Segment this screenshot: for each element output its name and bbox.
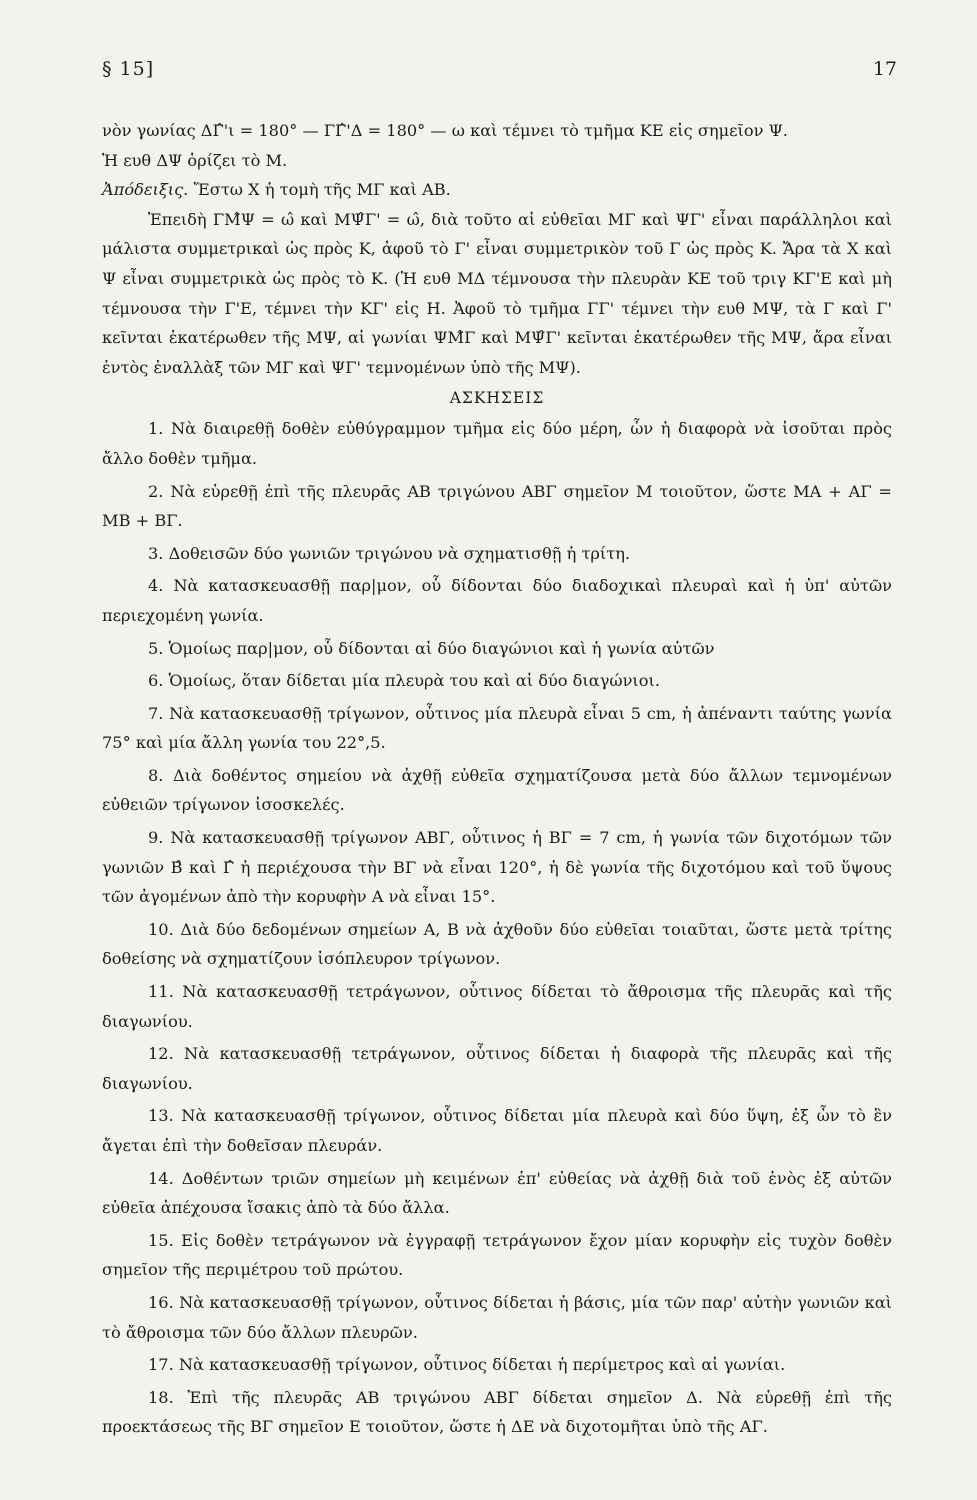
exercise-item: 16. Νὰ κατασκευασθῇ τρίγωνον, οὗτινος δίδεται ἡ βάσις, μία τῶν παρ' αὐτὴν γωνιῶν καὶ τὸ ἄθροισμα τῶν δύο ἄλλων πλευρῶν. <box>102 1292 892 1342</box>
intro-line-2: Ἡ ευθ ΔΨ ὁρίζει τὸ Μ. <box>102 150 288 170</box>
exercise-item: 14. Δοθέντων τριῶν σημείων μὴ κειμένων ἐπ' εὐθείας νὰ ἀχθῇ διὰ τοῦ ἑνὸς ἐξ αὐτῶν εὐθεῖα ἀπέχουσα ἴσακις ἀπὸ τὰ δύο ἄλλα. <box>102 1168 892 1218</box>
exercise-item: 11. Νὰ κατασκευασθῇ τετράγωνον, οὗτινος δίδεται τὸ ἄθροισμα τῆς πλευρᾶς καὶ τῆς διαγωνίου. <box>102 982 892 1031</box>
exercise-item: 13. Νὰ κατασκευασθῇ τρίγωνον, οὗτινος δίδεται μία πλευρὰ καὶ δύο ὕψη, ἐξ ὧν τὸ ἓν ἄγεται ἐπὶ τὴν δοθεῖσαν πλευράν. <box>102 1106 892 1155</box>
exercise-item: 5. Ὁμοίως παρ|μον, οὗ δίδονται αἱ δύο διαγώνιοι καὶ ἡ γωνία αὐτῶν <box>148 638 715 658</box>
proof-line <box>102 175 892 205</box>
exercise-item: 4. Νὰ κατασκευασθῇ παρ|μον, οὗ δίδονται δύο διαδοχικαὶ πλευραὶ καὶ ἡ ὑπ' αὐτῶν περιεχομένη γωνία. <box>102 576 892 625</box>
exercise-item: 1. Νὰ διαιρεθῇ δοθὲν εὐθύγραμμον τμῆμα εἰς δύο μέρη, ὧν ἡ διαφορὰ νὰ ἰσοῦται πρὸς ἄλλο δοθὲν τμῆμα. <box>102 419 892 468</box>
exercise-item: 2. Νὰ εὑρεθῇ ἐπὶ τῆς πλευρᾶς ΑΒ τριγώνου ΑΒΓ σημεῖον Μ τοιοῦτον, ὥστε ΜΑ + ΑΓ = ΜΒ + ΒΓ. <box>102 481 892 531</box>
exercise-item: 12. Νὰ κατασκευασθῇ τετράγωνον, οὗτινος δίδεται ἡ διαφορὰ τῆς πλευρᾶς καὶ τῆς διαγωνίου. <box>102 1044 892 1093</box>
exercise-item: 18. Ἐπὶ τῆς πλευρᾶς ΑΒ τριγώνου ΑΒΓ δίδεται σημεῖον Δ. Νὰ εὑρεθῇ ἐπὶ τῆς προεκτάσεως τῆς ΒΓ σημεῖον Ε τοιοῦτον, ὥστε ἡ ΔΕ νὰ διχοτομῆται ὑπὸ τῆς ΑΓ. <box>102 1387 892 1437</box>
exercise-item: 6. Ὁμοίως, ὅταν δίδεται μία πλευρὰ του καὶ αἱ δύο διαγώνιοι. <box>148 671 661 691</box>
exercise-item: 9. Νὰ κατασκευασθῇ τρίγωνον ΑΒΓ, οὗτινος ἡ ΒΓ = 7 cm, ἡ γωνία τῶν διχοτόμων τῶν γωνιῶν Β̂ καὶ Γ̂ ἡ περιέχουσα τὴν ΒΓ νὰ εἶναι 120°, ἡ δὲ γωνία τῆς διχοτόμου καὶ τοῦ ὕψους τῶν ἀγομένων ἀπὸ τὴν κορυφὴν Α νὰ εἶναι 15°. <box>102 828 892 907</box>
exercise-item: 7. Νὰ κατασκευασθῇ τρίγωνον, οὗτινος μία πλευρὰ εἶναι 5 cm, ἡ ἀπέναντι ταύτης γωνία 75° καὶ μία ἄλλη γωνία του 22°,5. <box>102 703 892 753</box>
exercise-item: 10. Διὰ δύο δεδομένων σημείων Α, Β νὰ ἀχθοῦν δύο εὐθεῖαι τοιαῦται, ὥστε μετὰ τρίτης δοθείσης νὰ σχηματίζουν ἰσόπλευρον τρίγωνον. <box>102 919 892 969</box>
proof-text: Ἔστω Χ ἡ τομὴ τῆς ΜΓ καὶ ΑΒ. <box>188 180 451 200</box>
exercise-item: 8. Διὰ δοθέντος σημείου νὰ ἀχθῇ εὐθεῖα σχηματίζουσα μετὰ δύο ἄλλων τεμνομένων εὐθειῶν τρίγωνον ἰσοσκελές. <box>102 765 892 815</box>
exercises-heading: ΑΣΚΗΣΕΙΣ <box>449 389 545 408</box>
intro-text <box>102 116 892 382</box>
exercise-item: 17. Νὰ κατασκευασθῇ τρίγωνον, οὗτινος δίδεται ἡ περίμετρος καὶ αἱ γωνίαι. <box>148 1355 786 1375</box>
exercise-list <box>102 414 892 1442</box>
proof-label: Ἀπόδειξις. <box>102 180 189 200</box>
exercise-item: 3. Δοθεισῶν δύο γωνιῶν τριγώνου νὰ σχηματισθῇ ἡ τρίτη. <box>148 543 631 563</box>
page-header <box>102 58 897 98</box>
page-number: 17 <box>872 58 897 80</box>
intro-line-1: νὸν γωνίας ΔΓ̂'ι = 180° — ΓΓ̂'Δ = 180° — ω καὶ τέμνει τὸ τμῆμα ΚΕ εἰς σημεῖον Ψ. <box>102 121 788 140</box>
proof-paragraph: Ἐπειδὴ ΓΜ̂Ψ = ω̂ καὶ ΜΨ̂Γ' = ω̂, διὰ τοῦτο αἱ εὐθεῖαι ΜΓ καὶ ΨΓ' εἶναι παράλληλοι καὶ μάλιστα συμμετρικαὶ ὡς πρὸς Κ, ἀφοῦ τὸ Γ' εἶναι συμμετρικὸν τοῦ Γ ὡς πρὸς Κ. Ἄρα τὰ Χ καὶ Ψ εἶναι συμμετρικὰ ὡς πρὸς τὸ Κ. (Ἡ ευθ ΜΔ τέμνουσα τὴν πλευρὰν ΚΕ τοῦ τριγ ΚΓ'Ε καὶ μὴ τέμνουσα τὴν Γ'Ε, τέμνει τὴν ΚΓ' εἰς Η. Ἀφοῦ τὸ τμῆμα ΓΓ' τέμνει τὴν ευθ ΜΨ, τὰ Γ καὶ Γ' κεῖνται ἑκατέρωθεν τῆς ΜΨ, αἱ γωνίαι ΨΜ̂Γ καὶ ΜΨ̂Γ' κεῖνται ἑκατέρωθεν τῆς ΜΨ, ἄρα εἶναι ἐντὸς ἐναλλὰξ τῶν ΜΓ καὶ ΨΓ' τεμνομένων ὑπὸ τῆς ΜΨ). <box>102 209 892 377</box>
exercise-item: 15. Εἰς δοθὲν τετράγωνον νὰ ἐγγραφῇ τετράγωνον ἔχον μίαν κορυφὴν εἰς τυχὸν δοθὲν σημεῖον τῆς περιμέτρου τοῦ πρώτου. <box>102 1230 892 1280</box>
section-reference: § 15] <box>102 58 155 80</box>
